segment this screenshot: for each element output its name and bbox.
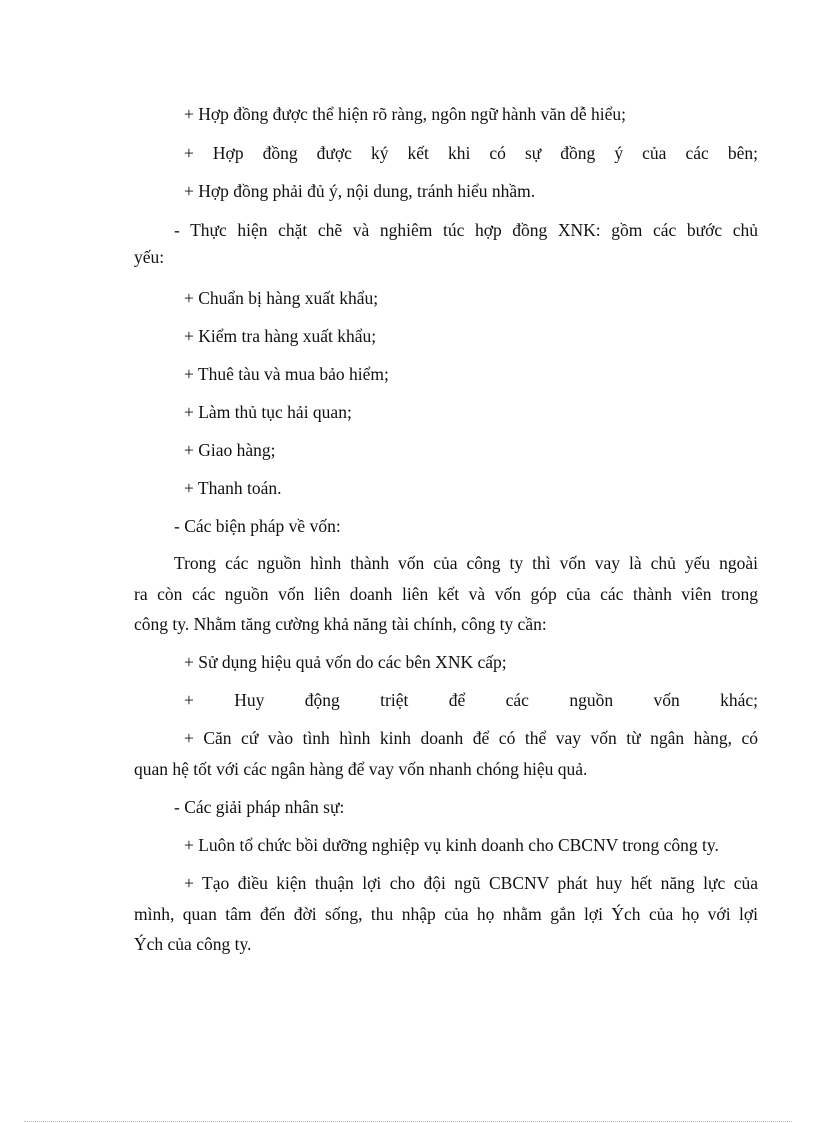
step-ship-insurance: + Thuê tàu và mua bảo hiểm; xyxy=(184,364,389,384)
hr-measures-heading: - Các giải pháp nhân sự: xyxy=(174,797,345,817)
capital-measures-heading: - Các biện pháp về vốn: xyxy=(174,516,341,536)
hr-item-training: + Luôn tổ chức bồi dưỡng nghiệp vụ kinh doanh cho CBCNV trong công ty. xyxy=(184,835,719,855)
capital-item-mobilize: + Huy động triệt để các nguồn vốn khác; xyxy=(184,690,758,710)
step-inspect-goods: + Kiểm tra hàng xuất khẩu; xyxy=(184,326,377,346)
contract-agreement-line: + Hợp đồng được ký kết khi có sự đồng ý của các bên; xyxy=(184,143,758,163)
hr-item-conditions-cont-2: Ých của công ty. xyxy=(134,934,252,954)
capital-paragraph-line-1: Trong các nguồn hình thành vốn của công ty thì vốn vay là chủ yếu ngoài xyxy=(174,553,758,573)
footer-dotted-rule xyxy=(24,1121,792,1122)
hr-item-conditions-cont-1: mình, quan tâm đến đời sống, thu nhập của họ nhằm gắn lợi Ých của họ với lợi xyxy=(134,904,758,924)
capital-paragraph-line-2: ra còn các nguồn vốn liên doanh liên kết và vốn góp của các thành viên trong xyxy=(134,584,758,604)
step-prepare-goods: + Chuẩn bị hàng xuất khẩu; xyxy=(184,288,379,308)
capital-item-use-efficiently: + Sử dụng hiệu quả vốn do các bên XNK cấp; xyxy=(184,652,507,672)
step-payment: + Thanh toán. xyxy=(184,478,282,498)
contract-execution-heading-cont: yếu: xyxy=(134,247,165,267)
contract-clarity-line: + Hợp đồng được thể hiện rõ ràng, ngôn ngữ hành văn dễ hiểu; xyxy=(184,104,626,124)
contract-execution-heading: - Thực hiện chặt chẽ và nghiêm túc hợp đồng XNK: gồm các bước chủ xyxy=(174,220,758,240)
capital-item-bank-loans: + Căn cứ vào tình hình kinh doanh để có thể vay vốn từ ngân hàng, có xyxy=(184,728,758,748)
contract-completeness-line: + Hợp đồng phải đủ ý, nội dung, tránh hiểu nhầm. xyxy=(184,181,536,201)
capital-paragraph-line-3: công ty. Nhằm tăng cường khả năng tài chính, công ty cần: xyxy=(134,614,547,634)
step-customs: + Làm thủ tục hải quan; xyxy=(184,402,352,422)
step-delivery: + Giao hàng; xyxy=(184,440,276,460)
capital-item-bank-loans-cont: quan hệ tốt với các ngân hàng để vay vốn nhanh chóng hiệu quả. xyxy=(134,759,588,779)
hr-item-conditions: + Tạo điều kiện thuận lợi cho đội ngũ CBCNV phát huy hết năng lực của xyxy=(184,873,758,893)
